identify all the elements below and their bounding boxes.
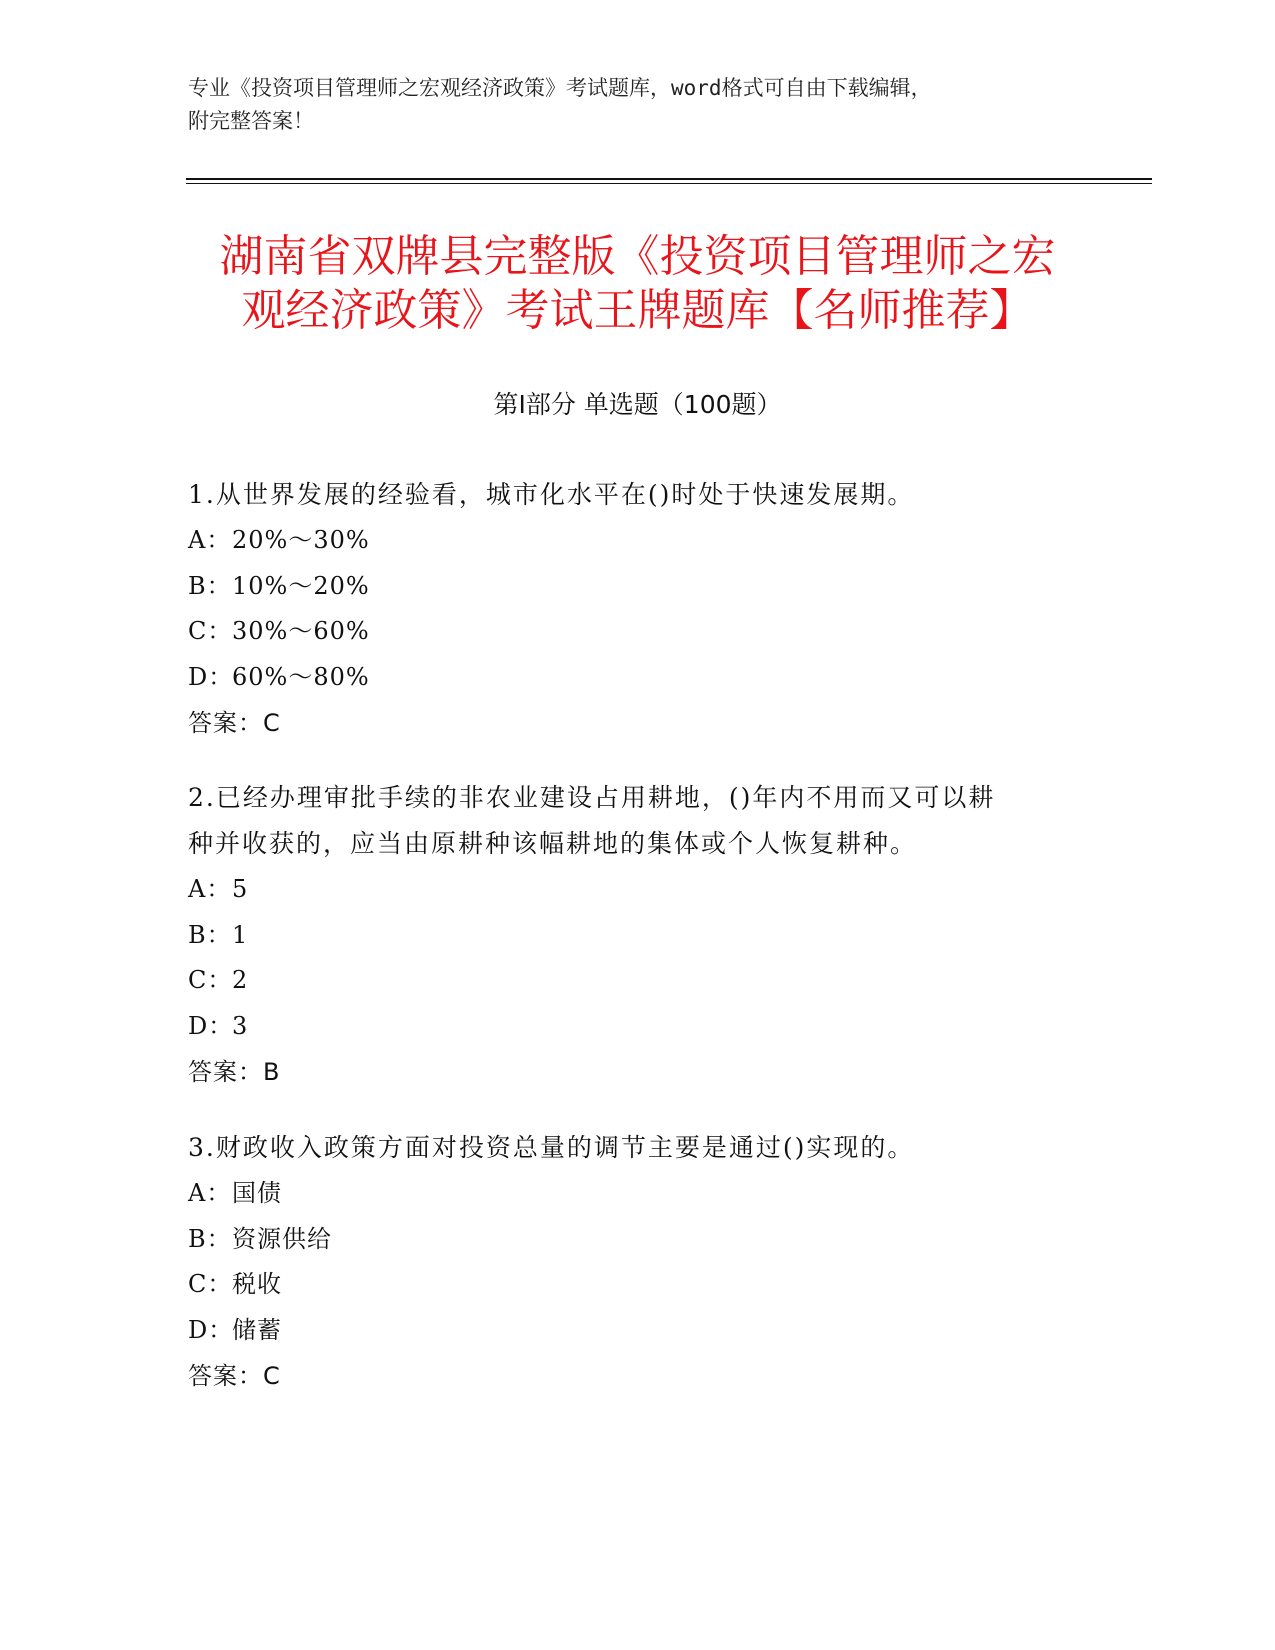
option-a (188, 867, 1088, 913)
option-d (188, 1308, 1088, 1354)
option-c (188, 1262, 1088, 1308)
option-key: B： (188, 571, 232, 600)
document-title-line-2: 观经济政策》考试王牌题库【名师推荐】 (241, 285, 1034, 336)
option-key: B： (188, 920, 232, 949)
option-text: 30%～60% (232, 617, 370, 645)
option-a (188, 518, 1088, 564)
option-text: 储蓄 (232, 1315, 282, 1344)
question-2 (188, 775, 1088, 1095)
option-text: 5 (232, 875, 249, 903)
question-3 (188, 1125, 1088, 1399)
option-a (188, 1171, 1088, 1217)
option-key: C： (188, 1270, 233, 1298)
option-key: D： (188, 662, 234, 691)
option-key: D： (188, 1011, 234, 1040)
option-b (188, 913, 1088, 959)
option-b (188, 1217, 1088, 1263)
header-note-line-2: 附完整答案！ (188, 109, 314, 133)
header-divider-thick (186, 178, 1152, 180)
option-text: 国债 (232, 1179, 282, 1207)
document-title (150, 230, 1125, 338)
option-c (188, 958, 1088, 1004)
section-heading: 第Ⅰ部分 单选题（100题） (493, 390, 782, 419)
option-key: D： (188, 1315, 234, 1344)
option-text: 税收 (232, 1270, 282, 1298)
option-text: 10%～20% (232, 571, 370, 600)
option-key: A： (188, 875, 232, 903)
option-text: 1 (232, 920, 249, 949)
option-text: 2 (232, 966, 249, 994)
answer-label: 答案：C (188, 709, 281, 737)
question-stem: 1.从世界发展的经验看，城市化水平在()时处于快速发展期。 (188, 480, 915, 509)
option-c (188, 609, 1088, 655)
option-text: 20%～30% (232, 526, 370, 554)
option-key: C： (188, 966, 233, 994)
option-key: A： (188, 526, 232, 554)
question-stem-line-2: 种并收获的，应当由原耕种该幅耕地的集体或个人恢复耕种。 (188, 829, 918, 858)
document-title-line-1: 湖南省双牌县完整版《投资项目管理师之宏 (219, 231, 1056, 282)
header-divider-thin (186, 183, 1152, 184)
option-text: 3 (232, 1011, 249, 1040)
option-key: C： (188, 617, 233, 645)
header-note (188, 72, 1088, 138)
question-stem-line-1: 2.已经办理审批手续的非农业建设占用耕地，()年内不用而又可以耕 (188, 783, 996, 812)
answer-label: 答案：C (188, 1362, 281, 1390)
answer-label: 答案：B (188, 1058, 281, 1086)
option-b (188, 564, 1088, 610)
option-key: A： (188, 1179, 232, 1207)
option-d (188, 1004, 1088, 1050)
option-text: 资源供给 (232, 1224, 332, 1253)
question-stem: 3.财政收入政策方面对投资总量的调节主要是通过()实现的。 (188, 1133, 915, 1162)
option-d (188, 655, 1088, 701)
question-1 (188, 472, 1088, 746)
header-note-line-1: 专业《投资项目管理师之宏观经济政策》考试题库，word格式可自由下载编辑， (188, 76, 932, 100)
option-key: B： (188, 1224, 232, 1253)
option-text: 60%～80% (232, 662, 370, 691)
